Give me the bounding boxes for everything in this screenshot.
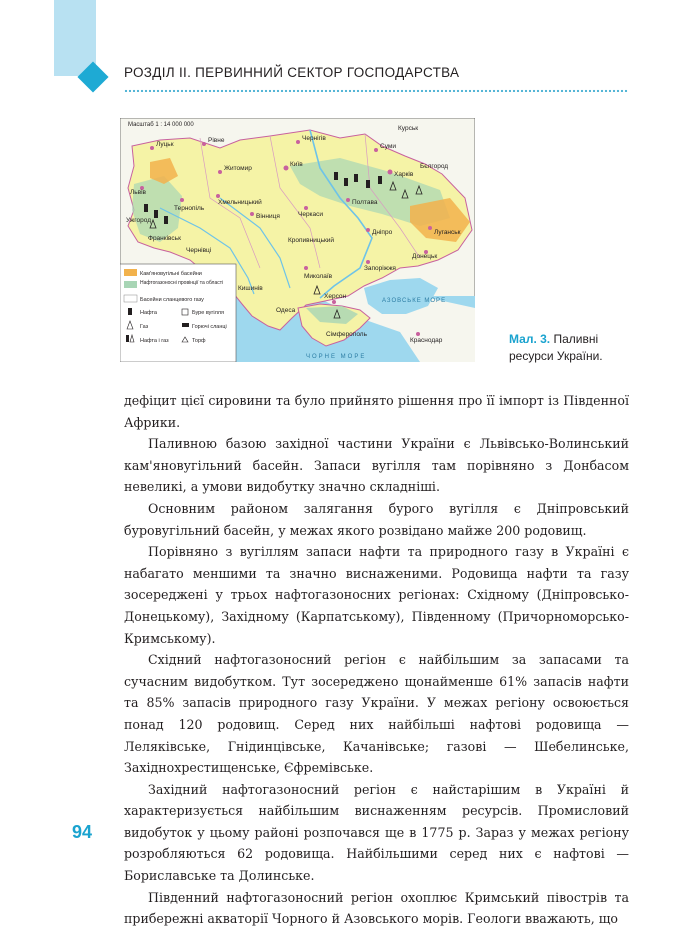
city-label: Кропивницький — [288, 237, 335, 244]
oil-marker — [378, 176, 382, 184]
city-dot — [218, 170, 222, 174]
city-dot — [416, 332, 420, 336]
figure-caption-text: Паливні ресурси України. — [509, 332, 603, 363]
paragraph: Основним районом залягання бурого вугілля є Дніпровський буровугільний басейн, у межах якого розвідано майже 200 родовищ. — [124, 500, 629, 538]
city-label: Київ — [290, 161, 303, 168]
city-label: Суми — [380, 143, 396, 150]
city-label: Ужгород — [126, 217, 151, 224]
city-label: Житомир — [224, 165, 252, 172]
city-dot — [180, 198, 184, 202]
city-dot — [304, 206, 308, 210]
city-label: Чернігів — [302, 135, 326, 142]
city-label: Полтава — [352, 199, 378, 206]
city-label: Рівне — [208, 137, 225, 144]
city-label: Донецьк — [412, 253, 438, 260]
legend-label: Буре вугілля — [192, 310, 224, 316]
legend-swatch-coal — [124, 269, 137, 276]
city-label: Одеса — [276, 307, 296, 314]
body-text — [124, 390, 629, 930]
city-label: Бєлгород — [420, 163, 449, 170]
city-label: Луцьк — [156, 141, 174, 148]
city-dot — [284, 166, 289, 171]
city-label: Луганськ — [434, 229, 461, 236]
city-dot — [428, 226, 432, 230]
paragraph: Східний нафтогазоносний регіон є найбільшим за запасами та сучасним видобутком. Тут зосереджено щонайменше 61% запасів нафти та 85% запасів природного газу України. У межах регіону освоюється понад 120 родовищ. Серед них найбільші нафтові родовища — Леляківське, Гнідинцівське, Качанівське; газові — Шебелинське, Західнохрестищенське, Єфремівське. — [124, 652, 629, 776]
map-scale: Масштаб 1 : 14 000 000 — [128, 122, 194, 128]
section-title: РОЗДІЛ ІІ. ПЕРВИННИЙ СЕКТОР ГОСПОДАРСТВА — [124, 65, 460, 80]
city-label: Львів — [130, 189, 147, 196]
city-dot — [346, 198, 350, 202]
figure-label: Мал. 3. — [509, 332, 551, 346]
oil-marker — [354, 174, 358, 182]
city-label: Кишинів — [238, 285, 263, 292]
paragraph: Південний нафтогазоносний регіон охоплює Кримський півострів та прибережні акваторії Чорного й Азовського морів. Геологи вважають, що — [124, 889, 629, 927]
figure-caption — [509, 331, 629, 365]
legend-label: Газ — [140, 324, 149, 330]
city-dot — [332, 300, 336, 304]
paragraph: дефіцит цієї сировини та було прийнято рішення про її імпорт із Південної Африки. — [124, 393, 629, 430]
city-dot — [202, 142, 206, 146]
city-label: Запоріжжя — [364, 265, 396, 272]
legend-symbol-oil-gas — [126, 335, 129, 342]
city-dot — [304, 266, 308, 270]
legend-label: Нафта — [140, 310, 157, 316]
page-number: 94 — [72, 822, 93, 842]
city-label: Дніпро — [372, 229, 393, 236]
oil-marker — [344, 178, 348, 186]
legend-swatch-oilgas — [124, 281, 137, 288]
oil-marker — [154, 210, 158, 218]
legend-label: Нафтогазоносні провінції та області — [140, 280, 224, 286]
legend-label: Кам'яновугільні басейни — [140, 271, 202, 277]
city-label: Вінниця — [256, 213, 280, 220]
city-dot — [366, 228, 370, 232]
paragraph: Паливною базою західної частини України є Львівсько-Волинський кам'яновугільний басейн. Запаси вугілля там порівняно з Донбасом невеликі, а умови видобутку значно складніші. — [124, 436, 629, 495]
city-label: Тернопіль — [174, 205, 205, 212]
city-dot — [388, 170, 393, 175]
city-label: Черкаси — [298, 211, 324, 218]
legend-label: Торф — [192, 338, 206, 344]
sea-label: ЧОРНЕ МОРЕ — [306, 354, 367, 360]
legend-label: Басейни сланцевого газу — [140, 297, 204, 303]
city-dot — [250, 212, 254, 216]
city-dot — [296, 140, 300, 144]
city-dot — [216, 194, 220, 198]
city-label: Харків — [394, 171, 414, 178]
paragraph: Західний нафтогазоносний регіон є найстарішим в Україні й характеризується найбільшим виснаженням ресурсів. Промисловий видобуток у цьому районі розпочався ще в 1775 р. Зараз у межах регіону розробляються 62 родовища. Найбільшими серед них є нафтові — Бориславське та Долинське. — [124, 781, 629, 884]
legend-swatch-shale — [124, 295, 137, 302]
city-label: Миколаїв — [304, 273, 333, 280]
city-dot — [150, 146, 154, 150]
city-label: Херсон — [324, 293, 347, 300]
city-label: Сімферополь — [326, 331, 367, 338]
legend-symbol-oil-shale — [182, 323, 189, 327]
city-label: Франківськ — [148, 235, 181, 242]
legend-label: Горючі сланці — [192, 324, 227, 330]
oil-marker — [164, 216, 168, 224]
city-label: Курськ — [398, 125, 419, 132]
city-dot — [374, 148, 378, 152]
map-legend — [120, 264, 236, 362]
oil-marker — [366, 180, 370, 188]
city-label: Краснодар — [410, 337, 443, 344]
legend-symbol-oil — [128, 308, 132, 315]
paragraph: Порівняно з вугіллям запаси нафти та природного газу в Україні є набагато меншими та значно виснаженими. Родовища нафти та газу зосереджені у трьох нафтогазоносних регіонах: Східному (Дніпровсько-Донецькому), Західному (Карпатському), Південному (Причорноморсько-Кримському). — [124, 544, 629, 646]
fuel-resources-map — [120, 118, 475, 362]
header-dotted-rule — [124, 89, 628, 92]
legend-label: Нафта і газ — [140, 338, 169, 344]
city-label: Чернівці — [186, 247, 212, 254]
city-dot — [366, 260, 370, 264]
oil-marker — [334, 172, 338, 180]
city-label: Хмельницький — [218, 199, 262, 206]
sea-label: АЗОВСЬКЕ МОРЕ — [382, 298, 447, 304]
oil-marker — [144, 204, 148, 212]
